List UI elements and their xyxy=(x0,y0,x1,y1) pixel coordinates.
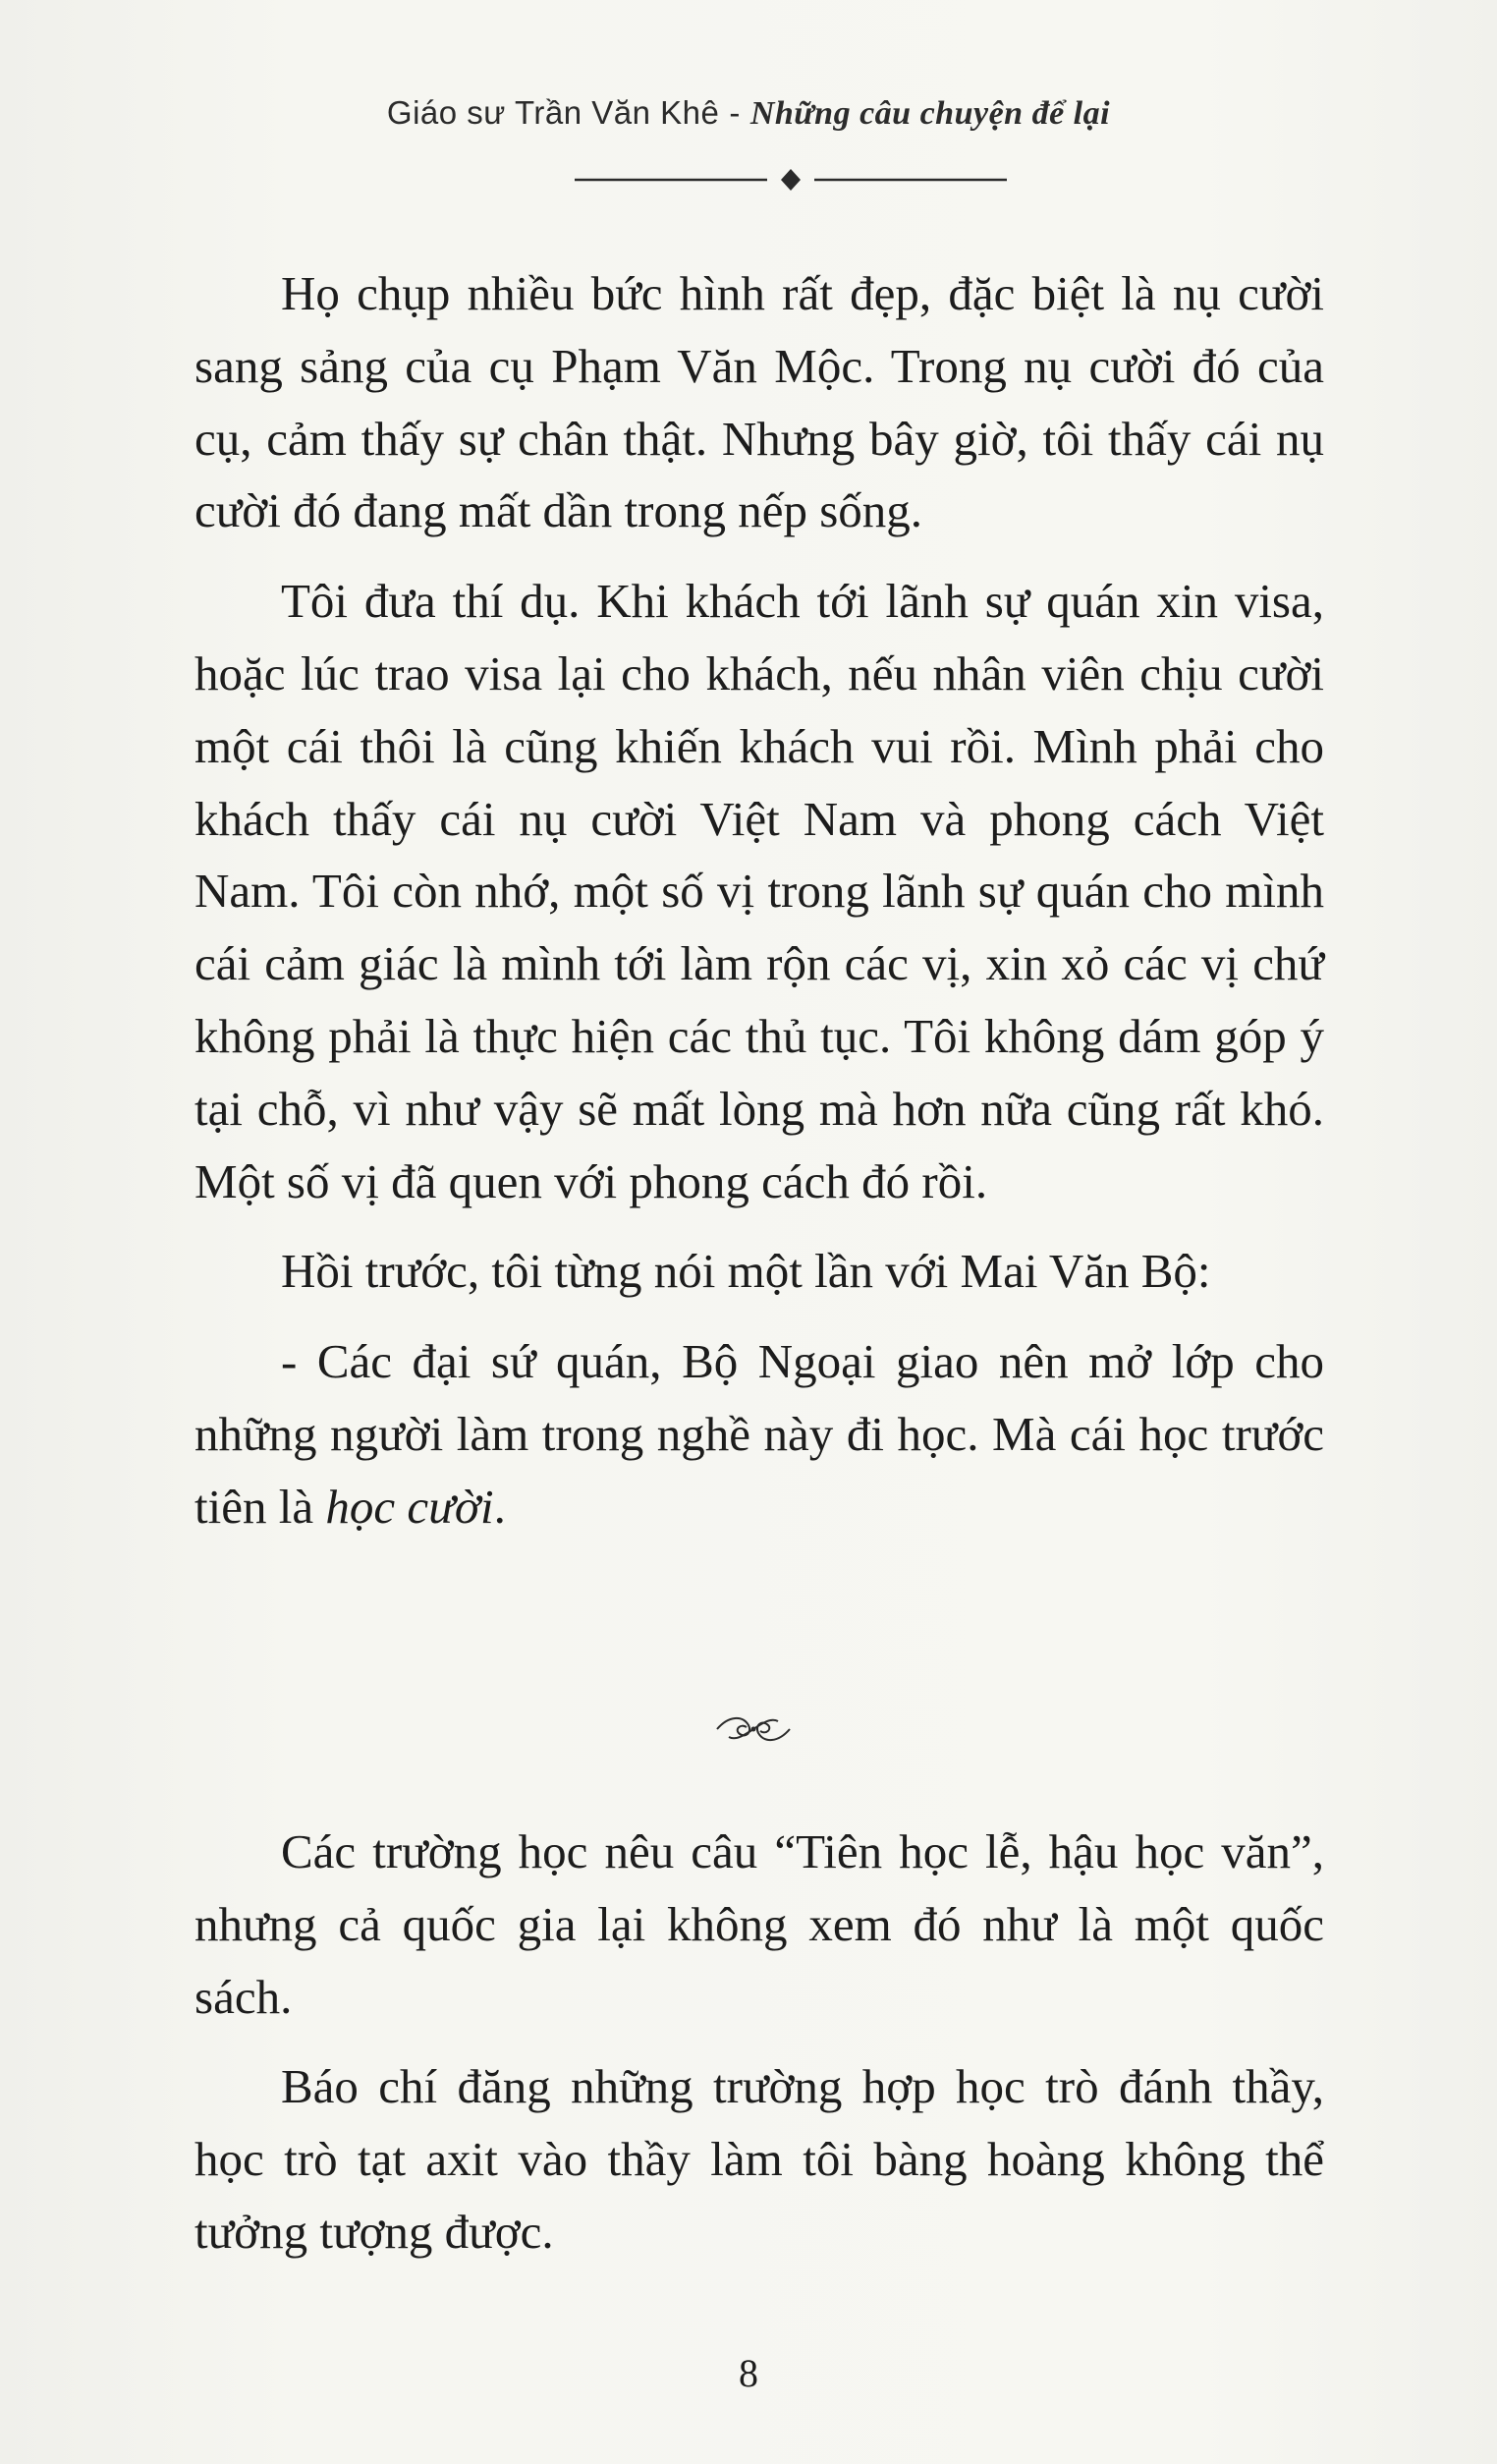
paragraph: Họ chụp nhiều bức hình rất đẹp, đặc biệt là nụ cười sang sảng của cụ Phạm Văn Mộc. Trong nụ cười đó của cụ, cảm thấy sự chân thật. Nhưng bây giờ, tôi thấy cái nụ cười đó đang mất dần trong nếp sống. xyxy=(194,266,1324,538)
section-break-flourish-icon xyxy=(709,1708,798,1751)
dialogue-end: . xyxy=(493,1479,506,1534)
running-header xyxy=(0,94,1497,133)
body-text-section-2 xyxy=(194,1816,1324,2268)
paragraph: Báo chí đăng những trường hợp học trò đánh thầy, học trò tạt axit vào thầy làm tôi bàng hoàng không thể tưởng tượng được. xyxy=(194,2059,1324,2259)
header-separator: - xyxy=(729,94,741,131)
header-book-title: Những câu chuyện để lại xyxy=(749,95,1111,132)
paragraph: Tôi đưa thí dụ. Khi khách tới lãnh sự quán xin visa, hoặc lúc trao visa lại cho khách, nếu nhân viên chịu cười một cái thôi là cũng khiến khách vui rồi. Mình phải cho khách thấy cái nụ cười Việt Nam và phong cách Việt Nam. Tôi còn nhớ, một số vị trong lãnh sự quán cho mình cái cảm giác là mình tới làm rộn các vị, xin xỏ các vị chứ không phải là thực hiện các thủ tục. Tôi không dám góp ý tại chỗ, vì như vậy sẽ mất lòng mà hơn nữa cũng rất khó. Một số vị đã quen với phong cách đó rồi. xyxy=(194,574,1324,1208)
body-text-section-1 xyxy=(194,257,1324,1543)
dialogue-dash: - xyxy=(281,1334,317,1389)
page-number: 8 xyxy=(739,2351,758,2395)
header-divider-ornament xyxy=(575,167,1007,193)
dialogue-italic-text: học cười xyxy=(325,1479,494,1534)
dialogue-text: Các đại sứ quán, Bộ Ngoại giao nên mở lớp cho những người làm trong nghề này đi học. Mà cái học trước tiên là xyxy=(194,1334,1324,1534)
paragraph: Hồi trước, tôi từng nói một lần với Mai Văn Bộ: xyxy=(281,1244,1211,1299)
paragraph: Các trường học nêu câu “Tiên học lễ, hậu học văn”, nhưng cả quốc gia lại không xem đó như là một quốc sách. xyxy=(194,1824,1324,2024)
header-author: Giáo sư Trần Văn Khê xyxy=(386,94,720,131)
dialogue-paragraph xyxy=(194,1325,1324,1542)
